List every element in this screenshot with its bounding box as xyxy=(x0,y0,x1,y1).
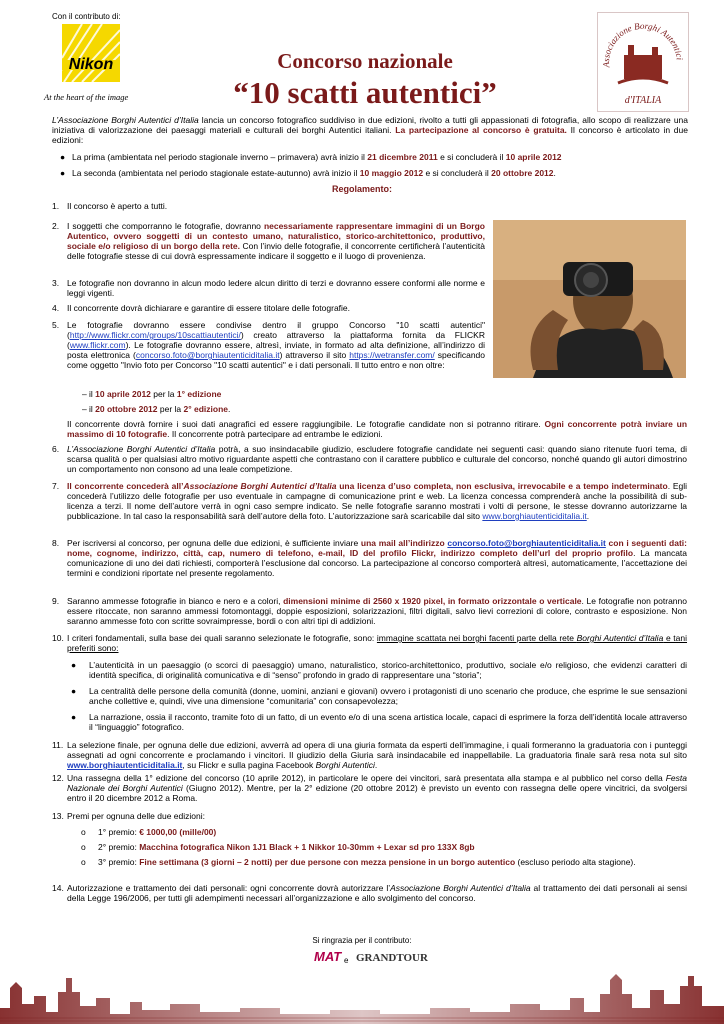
nikon-logo xyxy=(62,24,120,82)
rule-text: ) attraverso il sito xyxy=(279,350,350,360)
prize-label: 3° premio: xyxy=(98,857,140,867)
sponsor-conj: e xyxy=(344,956,349,965)
rule-number: 4. xyxy=(52,303,60,313)
rule-number: 3. xyxy=(52,278,60,288)
rule-number: 7. xyxy=(52,481,60,491)
rule-12 xyxy=(67,773,687,803)
rule-5 xyxy=(67,320,485,370)
regolamento-heading: Regolamento: xyxy=(331,184,392,194)
bullet-icon: ● xyxy=(71,712,77,722)
prize-1 xyxy=(98,827,688,837)
rule-highlight: Il concorrente concederà all’ xyxy=(67,481,184,491)
intro-highlight: La partecipazione al concorso è gratuita. xyxy=(395,125,567,135)
deadline-date: 20 ottobre 2012 xyxy=(95,404,158,414)
rule-number: 13. xyxy=(52,811,64,821)
flickr-group-link[interactable]: http://www.flickr.com/groups/10scattiautentici/ xyxy=(69,330,241,340)
bullet-icon: ● xyxy=(71,660,77,670)
rule-text: Saranno ammesse fotografie in bianco e nero e a colori, xyxy=(67,596,284,606)
rule-1: Il concorso è aperto a tutti. xyxy=(67,201,168,211)
skyline-decoration xyxy=(0,968,724,1024)
prize-label: 1° premio: xyxy=(98,827,140,837)
rule-text: . Egli concederà l’utilizzo delle fotografie per uso eventuale in campagne di comunicazione print e web. La licenza concessa comprenderà anche la possibilità di sub-licenza a terzi. Il nome dell’autore verrà in ogni caso sempre indicato. Se nelle fotografie saranno mostrati i volti di persone, le stesse dovranno autorizzarne la pubblicazione. In tal caso la responsabilità sarà dell’autore della foto. L’autorizzazione sarà scaricabile dal sito xyxy=(67,481,687,521)
prize-value: Fine settimana (3 giorni – 2 notti) per due persone con mezza pensione in un borgo autentico xyxy=(139,857,516,867)
rule-text: specificando come oggetto "Invio foto per Concorso "10 scatti autentici" e i dati personali. Il tutto entro e non oltre: xyxy=(67,350,485,370)
rule-text: I soggetti che comporranno le fotografie, dovranno xyxy=(67,221,264,231)
rule-highlight: necessariamente rappresentare immagini di un Borgo Autentico, ovvero soggetti di un contesto umano, naturalistico, storico-architettonico, produttivo, sociale e/o religioso di un borgo della rete. xyxy=(67,221,486,251)
rule-org: Borghi Autentici xyxy=(315,760,375,770)
email-link[interactable]: concorso.foto@borghiautenticiditalia.it xyxy=(135,350,280,360)
circle-bullet-icon: o xyxy=(81,857,86,867)
nikon-wordmark: Nikon xyxy=(62,60,120,70)
edition-text: e si concluderà il xyxy=(423,168,492,178)
rule-number: 11. xyxy=(52,740,64,750)
flickr-link[interactable]: www.flickr.com xyxy=(69,340,126,350)
photographer-photo xyxy=(493,220,686,378)
title-line1: Concorso nazionale xyxy=(277,49,453,73)
rule-underline: e tani preferiti sono: xyxy=(67,633,688,653)
rule-text: Una rassegna della 1° edizione del concorso (10 aprile 2012), in particolare le opere dei vincitori, sarà presentata alla stampa e al pubblico nel corso della xyxy=(67,773,666,783)
deadline-text: per la xyxy=(150,389,177,399)
assoc-seal-graphic xyxy=(598,13,688,111)
rule-text: I criteri fondamentali, sulla base dei quali saranno selezionate le fotografie, sono: xyxy=(67,633,377,643)
sponsor-grandtour-logo: GRANDTOUR xyxy=(356,952,428,964)
rule-5-after xyxy=(67,419,687,439)
rule-text: . xyxy=(374,760,378,770)
rule-text: al trattamento dei dati personali ai sensi della Legge 196/2006, per tutti gli adempimenti necessari all’organizzazione e allo svolgimento del concorso. xyxy=(67,883,687,903)
email-link[interactable]: concorso.foto@borghiautenticiditalia.it xyxy=(447,538,606,548)
wetransfer-link[interactable]: https://wetransfer.com/ xyxy=(349,350,435,360)
rule-2 xyxy=(67,221,485,261)
rule-highlight: Ogni concorrente potrà inviare un massimo di 10 fotografie xyxy=(67,419,688,439)
prize-3 xyxy=(98,857,688,867)
edition-text: e si concluderà il xyxy=(437,152,506,162)
rule-text: . Il concorrente potrà partecipare ad entrambe le edizioni. xyxy=(167,429,383,439)
deadline-edition: 2° edizione xyxy=(183,404,229,414)
rule-text: Per iscriversi al concorso, per ognuna delle due edizioni, è sufficiente inviare xyxy=(67,538,361,548)
circle-bullet-icon: o xyxy=(81,827,86,837)
bullet-icon: ● xyxy=(71,686,77,696)
rule-text: . La mancata comunicazione di uno dei dati richiesti, comporterà l’esclusione dal concorso. La partecipazione al concorso comporterà altresì, automaticamente, l’accettazione dei termini e condizioni riportate nel presente regolamento. xyxy=(67,548,688,578)
prize-value: Macchina fotografica Nikon 1J1 Black + 1 Nikkor 10-30mm + Lexar sd pro 133X 8gb xyxy=(139,842,475,852)
website-link[interactable]: www.borghiautenticiditalia.it xyxy=(482,511,587,521)
intro-text2: Il concorso è articolato in due edizioni: xyxy=(52,125,688,145)
rule-number: 2. xyxy=(52,221,60,231)
intro-org: L’Associazione Borghi Autentici d’Italia xyxy=(52,115,199,125)
rule-number: 6. xyxy=(52,444,60,454)
rule-14 xyxy=(67,883,687,903)
rule-org: L’Associazione Borghi Autentici d’Italia xyxy=(67,444,216,454)
rule-text: . Le fotografie non potranno essere ritoccate, non saranno ammessi fotomontaggi, doppie esposizioni, solarizzazioni, filtri digitali, salvo lievi correzioni di colore, contrasto e esposizione. Non saranno ammesse foto con scritte sovraimpresse, bordi o con altri tipi di addizioni. xyxy=(67,596,687,626)
prize-note: (escluso periodo alta stagione). xyxy=(515,857,636,867)
nikon-rays-icon xyxy=(62,24,120,82)
edition-date-start: 10 maggio 2012 xyxy=(359,168,424,178)
prize-label: 2° premio: xyxy=(98,842,140,852)
criteria-item-3: La narrazione, ossia il racconto, tramite foto di un fatto, di un evento e/o di una scena artistica locale, capaci di esprimere la forza dell’identità locale attraverso il “linguaggio” fotografico. xyxy=(89,712,687,732)
rule-org: Festa Nazionale dei Borghi Autentici xyxy=(67,773,687,793)
edition-date-start: 21 dicembre 2011 xyxy=(367,152,438,162)
rule-3: Le fotografie non dovranno in alcun modo ledere alcun diritto di terzi e dovranno essere conformi alle norme e leggi vigenti. xyxy=(67,278,485,298)
deadline-item-1 xyxy=(89,389,687,399)
nikon-tagline: At the heart of the image xyxy=(44,92,129,102)
rule-highlight: una licenza d’uso completa, non esclusiva, irrevocabile e a tempo indeterminato xyxy=(336,481,668,491)
deadline-text: il xyxy=(89,389,96,399)
intro-text1: lancia un concorso fotografico suddiviso in due edizioni, rivolto a tutti gli appassionati di fotografia, allo scopo di realizzare una iniziativa di valorizzazione dei paesaggi materiali e culturali dei borghi Autentici italiani. xyxy=(52,115,688,135)
rule-8 xyxy=(67,538,687,578)
rule-6 xyxy=(67,444,687,474)
rule-underline: immagine scattata nei borghi facenti parte della rete xyxy=(376,633,577,643)
rule-text: (Giugno 2012). Mentre, per la 2° edizione (20 ottobre 2012) è previsto un evento con rassegna delle opere vincitrici, da svolgersi entro il 20 dicembre 2012 a Roma. xyxy=(67,783,687,803)
rule-number: 12. xyxy=(52,773,64,783)
page-title xyxy=(180,48,550,112)
circle-bullet-icon: o xyxy=(81,842,86,852)
rule-number: 5. xyxy=(52,320,60,330)
rule-highlight: dimensioni minime di 2560 x 1920 pixel, in formato orizzontale o verticale xyxy=(283,596,582,606)
edition-date-end: 20 ottobre 2012 xyxy=(491,168,554,178)
deadline-item-2 xyxy=(89,404,687,414)
rule-9 xyxy=(67,596,687,626)
dash-icon: – xyxy=(82,404,87,414)
deadline-text: il xyxy=(89,404,96,414)
deadline-text: . xyxy=(228,404,231,414)
sponsor-mat-logo: MAT xyxy=(314,949,342,964)
rule-text: Autorizzazione e trattamento dei dati personali: ogni concorrente dovrà autorizzare l’ xyxy=(67,883,391,893)
rule-7 xyxy=(67,481,687,521)
bullet-icon: ● xyxy=(60,168,66,178)
rule-number: 14. xyxy=(52,883,64,893)
rule-org: Associazione Borghi Autentici d’Italia xyxy=(183,481,337,491)
edition-text: . xyxy=(553,168,556,178)
rule-number: 8. xyxy=(52,538,60,548)
deadline-text: per la xyxy=(157,404,184,414)
thanks-label: Si ringrazia per il contributo: xyxy=(312,936,412,945)
prize-value: € 1000,00 (mille/00) xyxy=(139,827,217,837)
intro-paragraph xyxy=(52,115,688,145)
edition-text: La prima (ambientata nel periodo stagionale inverno – primavera) avrà inizio il xyxy=(72,152,368,162)
rule-10 xyxy=(67,633,687,653)
rule-11 xyxy=(67,740,687,770)
dash-icon: – xyxy=(82,389,87,399)
deadline-edition: 1° edizione xyxy=(176,389,222,399)
edition-date-end: 10 aprile 2012 xyxy=(505,152,562,162)
edition-item-2 xyxy=(72,168,692,178)
edition-text: La seconda (ambientata nel periodo stagionale estate-autunno) avrà inizio il xyxy=(72,168,360,178)
rule-text: . xyxy=(586,511,590,521)
rule-text: , su Flickr e sulla pagina Facebook xyxy=(182,760,316,770)
assoc-seal-bottom-text: d'ITALIA xyxy=(624,95,662,106)
assoc-seal xyxy=(597,12,689,112)
assoc-seal-top-text: Associazione Borghi Autentici xyxy=(600,20,685,68)
rule-org: Associazione Borghi Autentici d’Italia xyxy=(390,883,531,893)
rule-13: Premi per ognuna delle due edizioni: xyxy=(67,811,205,821)
rule-text: Il concorrente dovrà fornire i suoi dati anagrafici ed essere raggiungibile. Le fotografie candidate non si potranno ritirare. xyxy=(67,419,545,429)
criteria-item-2: La centralità delle persone della comunità (donne, uomini, anziani e giovani) ovvero i protagonisti di uno scenario che produce, che esprime le sue sensazioni anche collettive e, quindi, vive una dimensione “comunitaria” con consapevolezza; xyxy=(89,686,687,706)
prize-2 xyxy=(98,842,688,852)
rule-text: La selezione finale, per ognuna delle due edizioni, avverrà ad opera di una giuria formata da esperti dell’immagine, i quali formeranno la graduatoria con i punteggi assegnati ad ogni concorrente e proclamando i vincitori. Il giudizio della Giuria sarà insindacabile ed inappellabile. La graduatoria finale sarà resa nota sul sito xyxy=(67,740,687,760)
rule-number: 10. xyxy=(52,633,64,643)
rule-text: Con l’invio delle fotografie, il concorrente certificherà l’autenticità delle fotografie stesse di cui dovrà espressamente indicare il soggetto e il luogo di provenienza. xyxy=(67,241,486,261)
rule-text: potrà, a suo insindacabile giudizio, escludere fotografie candidate nei seguenti casi: quando siano ritenute fuori tema, di scarsa qualità o per qualsiasi altro motivo riguardante aspetti che contrastano con il carattere pubblico e culturale del concorso, nonché quando gli autori dimostrino un comportamento non consono ad una leale competizione. xyxy=(67,444,687,474)
rule-number: 1. xyxy=(52,201,60,211)
rule-number: 9. xyxy=(52,596,60,606)
rule-highlight: una mail all’indirizzo xyxy=(360,538,448,548)
rule-org: Borghi Autentici d’Italia xyxy=(576,633,664,643)
rule-4: Il concorrente dovrà dichiarare e garantire di essere titolare delle fotografie. xyxy=(67,303,351,313)
bullet-icon: ● xyxy=(60,152,66,162)
photographer-illustration xyxy=(493,220,686,378)
title-line2: “10 scatti autentici” xyxy=(233,75,497,110)
sponsor-row xyxy=(300,949,440,968)
website-link[interactable]: www.borghiautenticiditalia.it xyxy=(67,760,183,770)
deadline-date: 10 aprile 2012 xyxy=(95,389,151,399)
town-skyline-graphic xyxy=(0,968,724,1024)
rule-text: ). Le fotografie dovranno essere, altresì, inviate, in formato ad alta definizione, all’indirizzo di posta elettronica ( xyxy=(67,340,485,360)
rule-highlight: con i seguenti dati: nome, cognome, indirizzo, città, cap, numero di telefono, e-mail, ID del profilo Flickr, indirizzo completo dell’url del proprio profilo xyxy=(67,538,687,558)
rule-text: ) creato attraverso la piattaforma fornita da FLICKR ( xyxy=(67,330,485,350)
rule-text: Le fotografie dovranno essere condivise dentro il gruppo Concorso "10 scatti autentici" ( xyxy=(67,320,485,340)
contrib-label: Con il contributo di: xyxy=(52,12,121,21)
criteria-item-1: L’autenticità in un paesaggio (o scorci di paesaggio) umano, naturalistico, storico-architettonico, produttivo, sociale e/o religioso, che evidenzi caratteri di identità specifica, di originalità comunicativa e di “senso” profondo in grado di rappresentare una “storia”; xyxy=(89,660,687,680)
edition-item-1 xyxy=(72,152,692,162)
